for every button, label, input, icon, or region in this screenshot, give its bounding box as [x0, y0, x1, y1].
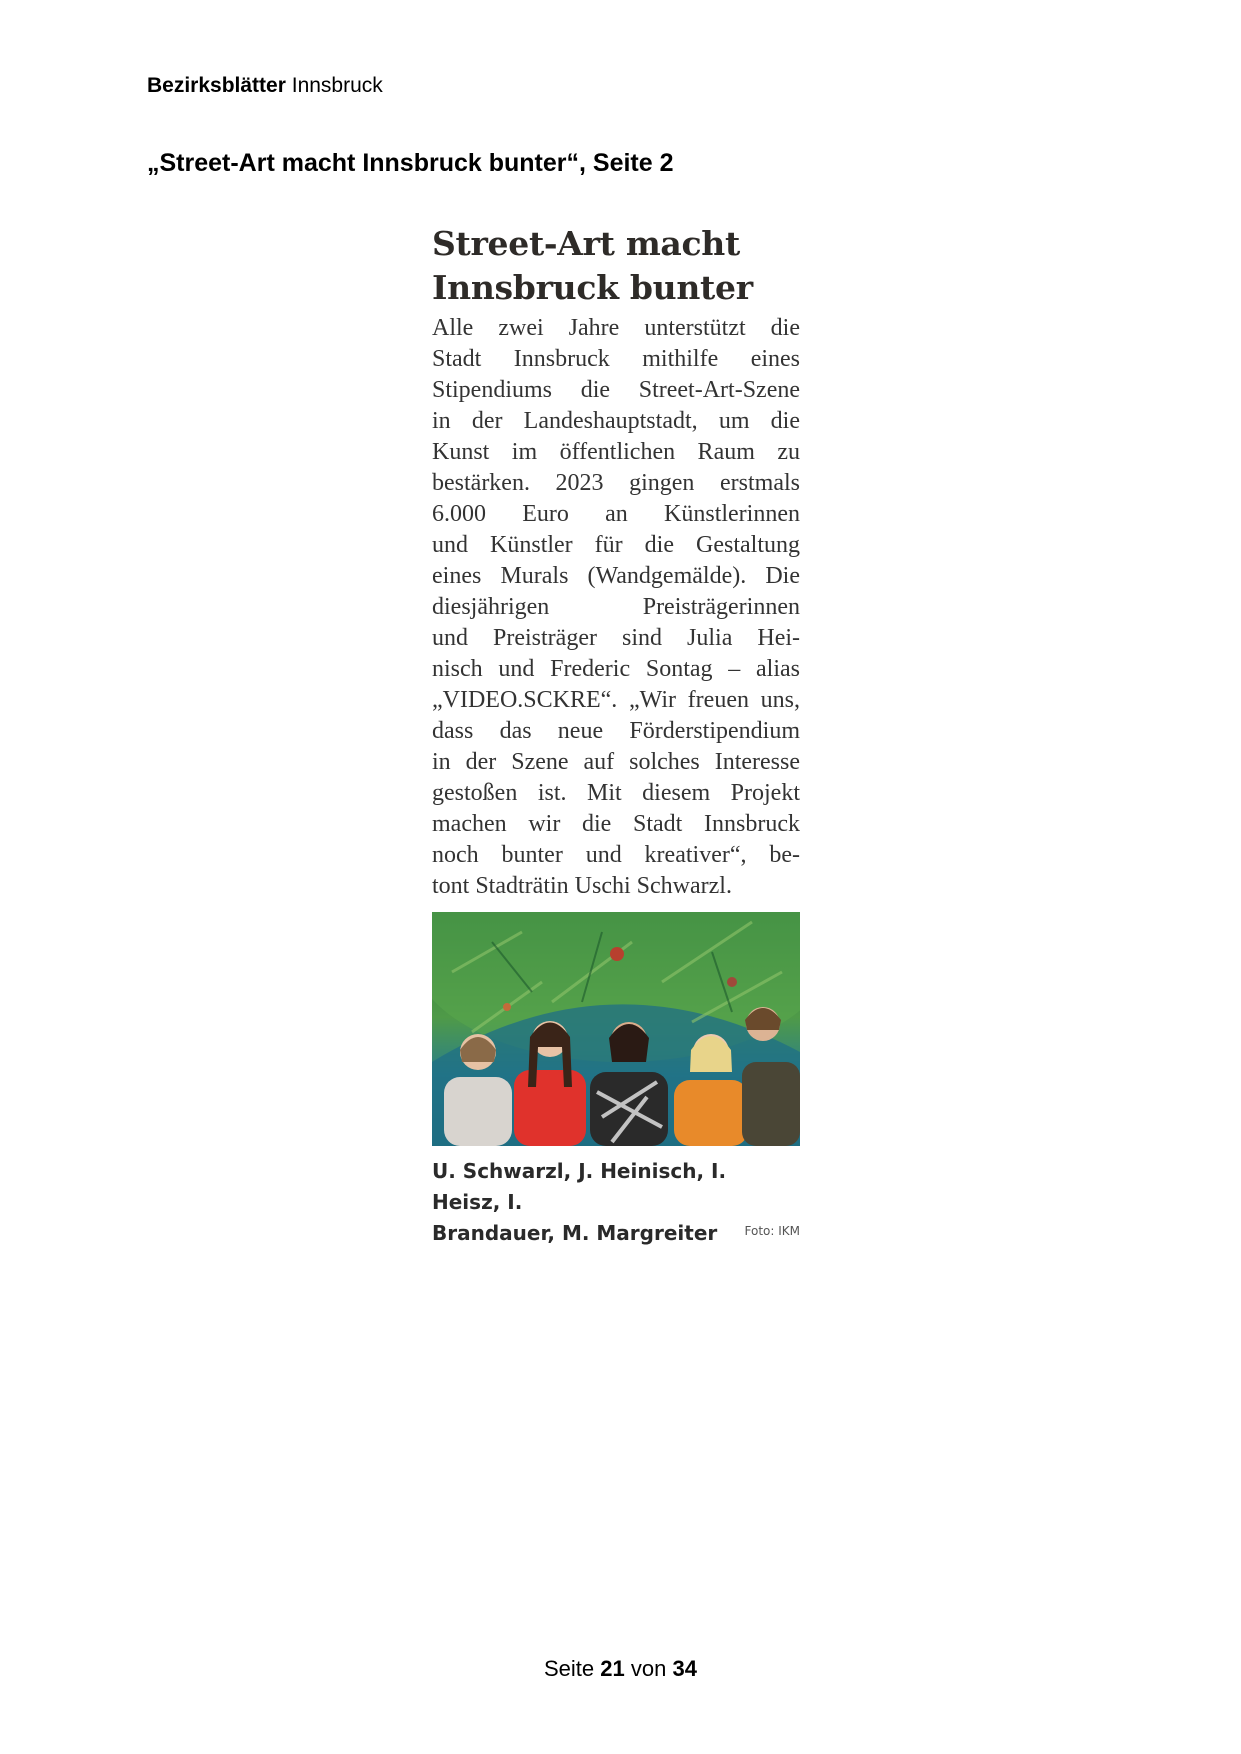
headline-line: Innsbruck bunter — [432, 268, 753, 307]
total-page-count: 34 — [672, 1656, 697, 1681]
clipping-body-line: diesjährigen Preisträgerinnen — [432, 594, 800, 620]
clipping-body-line: gestoßen ist. Mit diesem Projekt — [432, 780, 800, 806]
clipping-body-line: machen wir die Stadt Innsbruck — [432, 811, 800, 837]
clipping-body-line: nisch und Frederic Sontag – alias — [432, 656, 800, 682]
clipping-body-line: 6.000 Euro an Künstlerinnen — [432, 501, 800, 527]
current-page-number: 21 — [600, 1656, 625, 1681]
group-photo — [432, 912, 800, 1146]
document-title: „Street-Art macht Innsbruck bunter“, Seite 2 — [147, 149, 674, 177]
clipping-body-line: noch bunter und kreativer“, be- — [432, 842, 800, 868]
clipping-body-line: in der Szene auf solches Interesse — [432, 749, 800, 775]
publication-region: Innsbruck — [291, 74, 383, 97]
clipping-body-line: und Preisträger sind Julia Hei- — [432, 625, 800, 651]
photo-credit: Foto: IKM — [744, 1224, 800, 1238]
caption-line: U. Schwarzl, J. Heinisch, I. Heisz, I. — [432, 1159, 727, 1214]
clipping-headline — [432, 222, 800, 310]
newspaper-clipping — [432, 222, 800, 1249]
clipping-body-line: in der Landeshauptstadt, um die — [432, 408, 800, 434]
clipping-body-line: und Künstler für die Gestaltung — [432, 532, 800, 558]
clipping-body-line: bestärken. 2023 gingen erstmals — [432, 470, 800, 496]
clipping-body-line: Stadt Innsbruck mithilfe eines — [432, 346, 800, 372]
clipping-body-line: „VIDEO.SCKRE“. „Wir freuen uns, — [432, 687, 800, 713]
page-footer — [0, 1656, 1241, 1682]
photo-caption — [432, 1156, 800, 1249]
publication-name: Bezirksblätter — [147, 74, 286, 97]
clipping-body-line: dass das neue Förderstipendium — [432, 718, 800, 744]
publication-source — [147, 74, 383, 98]
clipping-body-line: tont Stadträtin Uschi Schwarzl. — [432, 873, 732, 899]
clipping-body-line: Alle zwei Jahre unterstützt die — [432, 315, 800, 341]
mural-photo-image — [432, 912, 800, 1146]
headline-line: Street-Art macht — [432, 224, 740, 263]
clipping-body — [432, 313, 800, 902]
page-label: Seite — [544, 1656, 595, 1681]
clipping-body-line: Kunst im öffentlichen Raum zu — [432, 439, 800, 465]
clipping-body-line: Stipendiums die Street-Art-Szene — [432, 377, 800, 403]
caption-line: Brandauer, M. Margreiter — [432, 1221, 718, 1245]
clipping-body-line: eines Murals (Wandgemälde). Die — [432, 563, 800, 589]
page-separator: von — [630, 1656, 667, 1681]
